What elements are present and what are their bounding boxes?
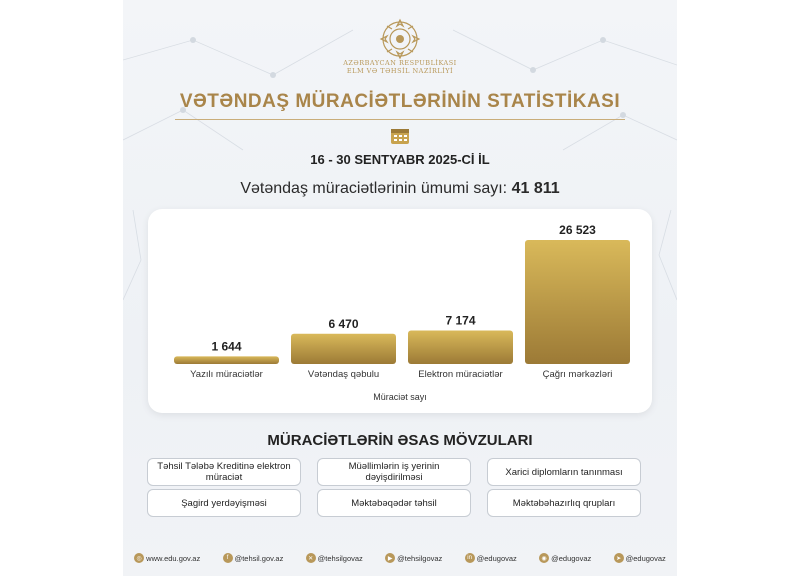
telegram-icon: ➤	[614, 553, 624, 563]
footer-x[interactable]	[306, 553, 363, 563]
bar-value-label: 6 470	[328, 316, 359, 331]
footer-facebook[interactable]	[223, 553, 284, 563]
category-label: Yazılı müraciətlər	[190, 369, 263, 380]
calendar-icon	[390, 127, 410, 145]
footer-label: @tehsilgovaz	[317, 553, 363, 563]
instagram-icon: ◉	[539, 553, 549, 563]
page-title: VƏTƏNDAŞ MÜRACİƏTLƏRİNİN STATİSTİKASI	[179, 91, 621, 112]
bar-chart	[148, 209, 652, 413]
total-value: 41 811	[511, 180, 560, 197]
footer-label: @edugovaz	[625, 553, 666, 563]
category-label: Elektron müraciətlər	[418, 369, 503, 380]
topic-item: Şagird yerdəyişməsi	[147, 489, 301, 517]
bar-1	[174, 356, 279, 364]
facebook-icon: f	[223, 553, 233, 563]
title-divider	[175, 119, 625, 120]
ministry-emblem-icon	[377, 16, 423, 62]
topics-title: MÜRACİƏTLƏRİN ƏSAS MÖVZULARI	[267, 432, 533, 449]
ministry-name-line1: AZƏRBAYCAN RESPUBLİKASI	[343, 59, 457, 67]
bar-value-label: 1 644	[211, 339, 242, 354]
x-icon: ✕	[306, 553, 316, 563]
bar-4	[525, 240, 630, 364]
bar-value-label: 26 523	[559, 223, 596, 237]
footer-label: @tehsilgovaz	[397, 553, 443, 563]
footer-website[interactable]	[134, 553, 200, 563]
footer-linkedin[interactable]	[465, 553, 517, 563]
social-footer	[123, 547, 677, 569]
footer-instagram[interactable]	[539, 553, 591, 563]
poster	[123, 0, 677, 576]
topic-item: Müəllimlərin iş yerinin dəyişdirilməsi	[317, 458, 471, 486]
topic-item: Məktəbəqədər təhsil	[317, 489, 471, 517]
category-label: Çağrı mərkəzləri	[542, 369, 613, 380]
footer-label: @tehsil.gov.az	[234, 553, 284, 563]
topic-item: Məktəbəhazırlıq qrupları	[487, 489, 641, 517]
topic-item: Təhsil Tələbə Kreditinə elektron müraciət	[147, 458, 301, 486]
globe-icon: ◎	[134, 553, 144, 563]
footer-label: @edugovaz	[551, 553, 592, 563]
footer-youtube[interactable]	[385, 553, 442, 563]
bar-3	[408, 330, 513, 364]
category-label: Vətəndaş qəbulu	[307, 369, 380, 380]
topic-item: Xarici diplomların tanınması	[487, 458, 641, 486]
x-axis-label: Müraciət sayı	[373, 392, 427, 402]
report-period: 16 - 30 SENTYABR 2025-Cİ İL	[310, 152, 490, 167]
bar-value-label: 7 174	[445, 313, 476, 328]
bar-2	[291, 334, 396, 364]
youtube-icon: ▶	[385, 553, 395, 563]
linkedin-icon: in	[465, 553, 475, 563]
footer-label: www.edu.gov.az	[146, 553, 201, 563]
chart-card	[148, 209, 652, 413]
footer-telegram[interactable]	[614, 553, 666, 563]
footer-label: @edugovaz	[476, 553, 517, 563]
ministry-name-line2: ELM VƏ TƏHSİL NAZİRLİYİ	[346, 67, 454, 75]
total-requests	[123, 180, 677, 198]
total-label: Vətəndaş müraciətlərinin ümumi sayı:	[240, 180, 508, 197]
